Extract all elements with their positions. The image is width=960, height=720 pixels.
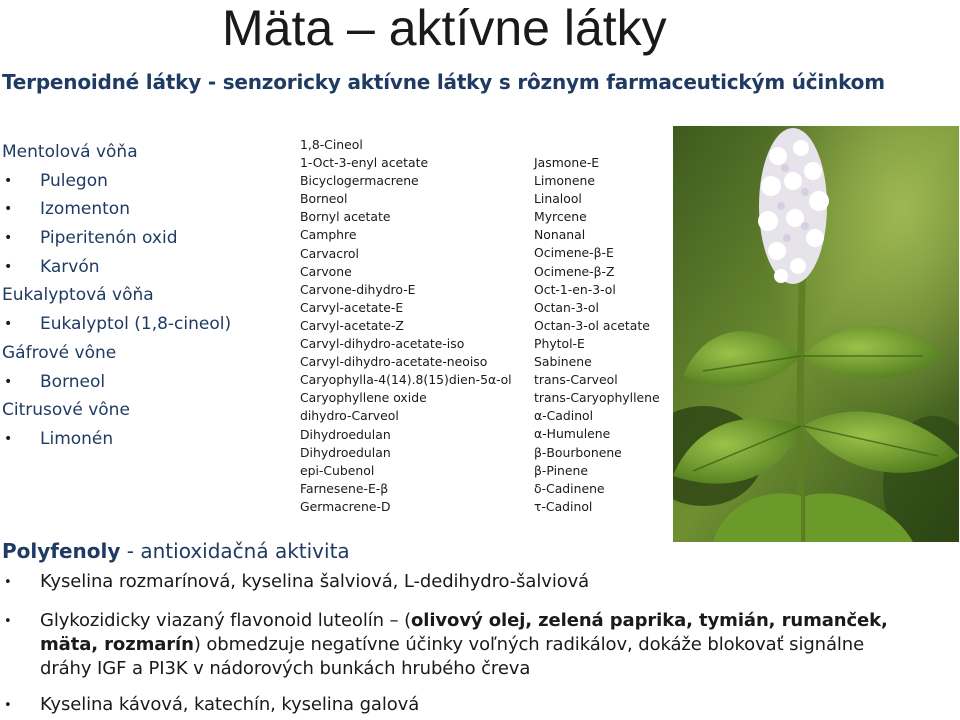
slide-title: Mäta – aktívne látky <box>222 0 667 56</box>
aroma-category: Gáfrové vône <box>2 342 117 363</box>
aroma-compound: • Piperitenón oxid <box>0 224 270 253</box>
slide-subtitle: Terpenoidné látky - senzoricky aktívne látky s rôznym farmaceutickým účinkom <box>2 70 885 94</box>
bullet-glyph: • <box>4 614 12 629</box>
compound-item: trans-Carveol <box>534 372 618 388</box>
aroma-compound: • Borneol <box>0 368 270 397</box>
compound-item: Octan-3-ol acetate <box>534 317 650 333</box>
compound-item: epi-Cubenol <box>300 462 375 478</box>
bullet-glyph: • <box>4 201 13 218</box>
aroma-category: Mentolová vôňa <box>2 142 138 162</box>
compound-item: Ocimene-β-E <box>534 245 614 261</box>
compound-item: Caryophylla-4(14).8(15)dien-5α-ol <box>300 372 512 388</box>
polyphenols-list <box>0 570 900 717</box>
bullet-glyph: • <box>4 575 12 590</box>
compound-item: Carvone <box>300 263 352 279</box>
compound-item: τ-Cadinol <box>534 498 593 514</box>
compound-item: Caryophyllene oxide <box>300 390 427 406</box>
compound-item: Carvyl-dihydro-acetate-iso <box>300 336 465 352</box>
compound-item: Sabinene <box>534 354 592 370</box>
bullet-glyph: • <box>4 230 13 247</box>
compound-item: Germacrene-D <box>300 498 391 514</box>
compound-item: Linalool <box>534 191 582 207</box>
compound-item: Octan-3-ol <box>534 299 599 315</box>
compound-item: β-Pinene <box>534 462 588 478</box>
compound-item: Borneol <box>300 191 348 207</box>
bullet-glyph: • <box>4 172 13 189</box>
bullet-glyph: • <box>4 698 12 713</box>
polyphenols-heading: Polyfenoly - antioxidačná aktivita <box>2 539 350 563</box>
compound-item: Bornyl acetate <box>300 209 391 225</box>
aroma-compound: • Karvón <box>0 253 270 282</box>
mint-plant-photo <box>673 126 959 542</box>
compound-item: trans-Caryophyllene <box>534 390 660 406</box>
compound-item: α-Cadinol <box>534 408 594 424</box>
compound-item: dihydro-Carveol <box>300 408 399 424</box>
compound-item: Carvyl-acetate-E <box>300 299 404 315</box>
compound-item: β-Bourbonene <box>534 444 622 460</box>
compound-list-right <box>534 154 660 516</box>
aroma-compound: • Eukalyptol (1,8-cineol) <box>0 310 270 339</box>
aroma-compound: • Izomenton <box>0 195 270 224</box>
compound-item: Carvyl-dihydro-acetate-neoiso <box>300 354 488 370</box>
compound-item: Carvyl-acetate-Z <box>300 317 404 333</box>
aroma-compound: • Limonén <box>0 425 270 454</box>
bullet-glyph: • <box>4 430 13 447</box>
compound-item: α-Humulene <box>534 426 611 442</box>
compound-item: Dihydroedulan <box>300 426 391 442</box>
bullet-glyph: • <box>4 373 13 390</box>
aroma-compound: • Pulegon <box>0 167 270 196</box>
aroma-category: Eukalyptová vôňa <box>2 285 154 306</box>
compound-item: Carvone-dihydro-E <box>300 281 416 297</box>
compound-item: Phytol-E <box>534 335 585 351</box>
aroma-category: Citrusové vône <box>2 400 130 421</box>
compound-item: 1-Oct-3-enyl acetate <box>300 155 429 171</box>
polyphenol-bullet-2: • Glykozidicky viazaný flavonoid luteolín – (olivový olej, zelená paprika, tymián, rumanček, mäta, rozmarín) obmedzuje negatívne účinky voľných radikálov, dokáže blokovať signálne dráhy IGF a PI3K v nádorových bunkách hrubého čreva <box>4 610 888 679</box>
compound-item: Ocimene-β-Z <box>534 263 615 279</box>
compound-list-left <box>300 136 512 516</box>
aroma-categories <box>0 138 270 454</box>
compound-item: Dihydroedulan <box>300 444 391 460</box>
compound-item: Carvacrol <box>300 245 359 261</box>
compound-item: δ-Cadinene <box>534 480 605 496</box>
compound-item: Myrcene <box>534 209 587 225</box>
polyphenol-bullet-3: • Kyselina kávová, katechín, kyselina galová <box>0 693 900 717</box>
compound-item: Farnesene-E-β <box>300 480 389 496</box>
compound-item: Limonene <box>534 173 595 189</box>
compound-item: Camphre <box>300 227 357 243</box>
bullet-glyph: • <box>4 258 13 275</box>
polyphenol-bullet-1: • Kyselina rozmarínová, kyselina šalviová, L-dedihydro-šalviová <box>0 570 900 594</box>
compound-item: Bicyclogermacrene <box>300 173 419 189</box>
compound-item: 1,8-Cineol <box>300 137 363 152</box>
compound-item: Jasmone-E <box>534 155 600 170</box>
bullet-glyph: • <box>4 316 13 333</box>
compound-item: Nonanal <box>534 227 586 243</box>
compound-item: Oct-1-en-3-ol <box>534 281 616 297</box>
